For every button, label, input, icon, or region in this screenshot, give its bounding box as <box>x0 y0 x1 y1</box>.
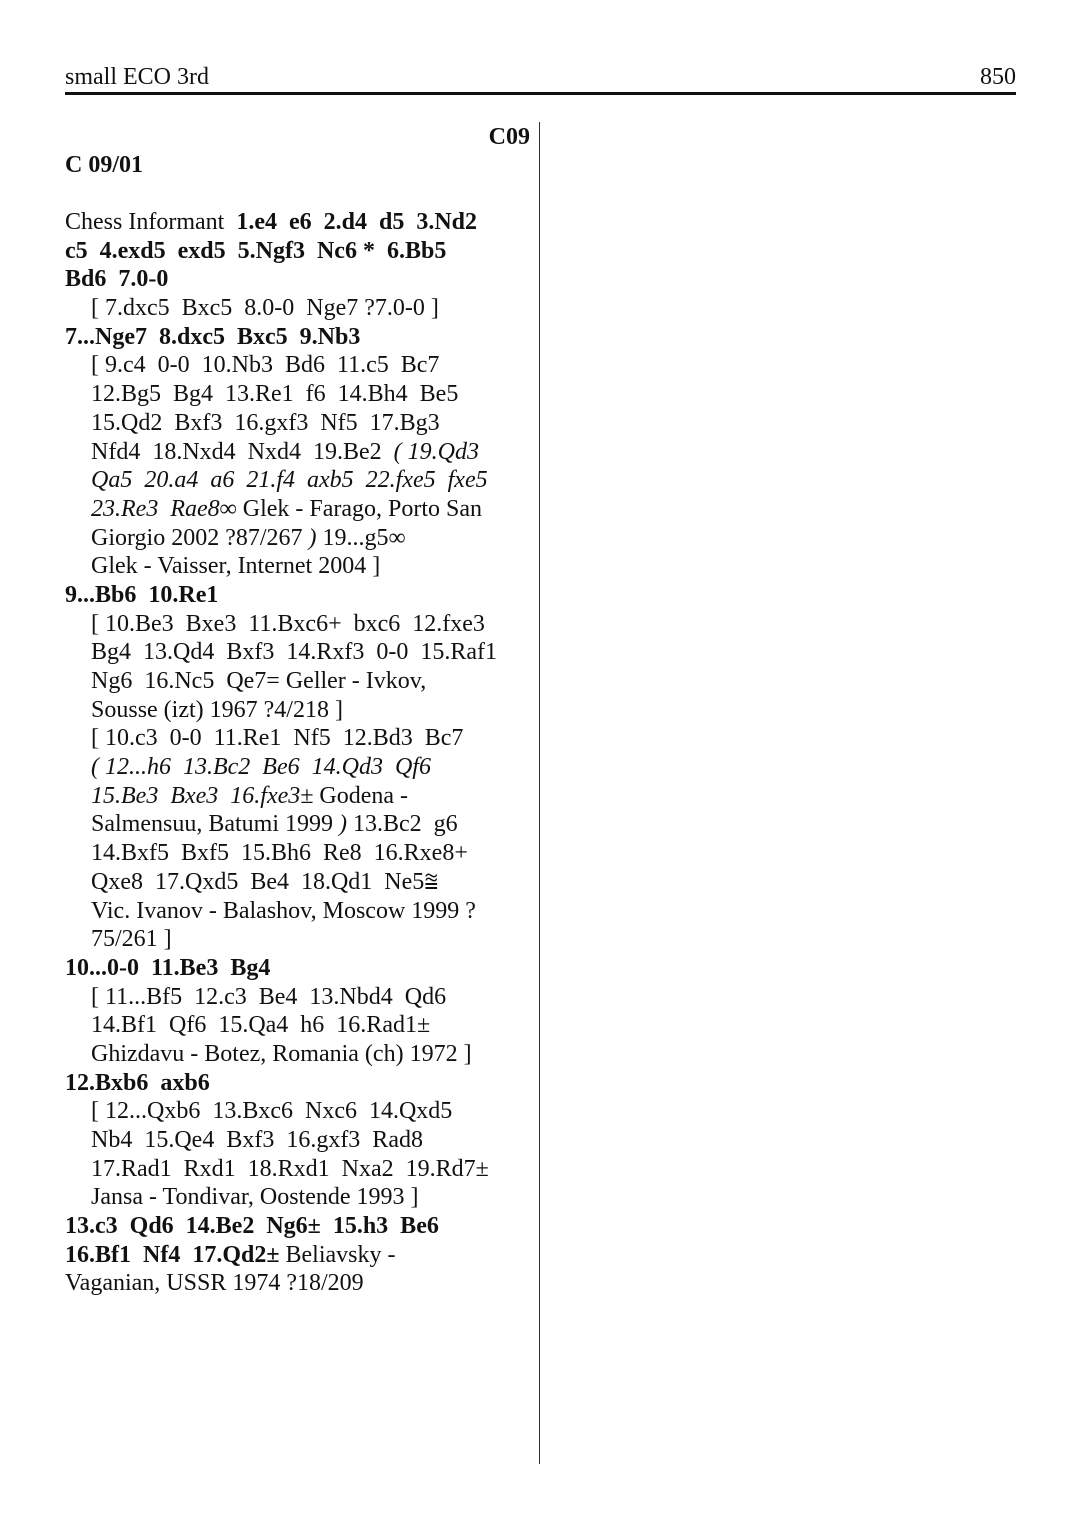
variation-line <box>65 810 535 839</box>
annotation-text: 15.Qd2 Bxf3 16.gxf3 Nf5 17.Bg3 <box>91 409 440 436</box>
move-text-bold: 13.c3 Qd6 14.Be2 Ng6± 15.h3 Be6 <box>65 1213 439 1240</box>
main-line <box>65 323 535 352</box>
variation-line <box>65 839 535 868</box>
move-text-italic: ) <box>308 524 317 551</box>
main-line <box>65 1241 535 1270</box>
annotation-text: Sousse (izt) 1967 ?4/218 ] <box>91 696 343 723</box>
move-text-italic: ( 12...h6 13.Bc2 Be6 14.Qd3 Qf6 <box>91 754 431 781</box>
page-header <box>65 62 1016 92</box>
annotation-text: Glek - Vaisser, Internet 2004 ] <box>91 553 381 580</box>
annotation-text: Bg4 13.Qd4 Bxf3 14.Rxf3 0-0 15.Raf1 <box>91 639 497 666</box>
variation-line <box>65 495 535 524</box>
move-text-bold: 16.Bf1 Nf4 17.Qd2± <box>65 1241 280 1268</box>
variation-line <box>65 466 535 495</box>
annotation-text: Glek - Farago, Porto San <box>236 495 483 522</box>
move-text-bold: 9...Bb6 10.Re1 <box>65 581 219 608</box>
variation-line <box>65 1097 535 1126</box>
annotation-text: Salmensuu, Batumi 1999 <box>91 811 339 838</box>
move-text-bold: 1.e4 e6 2.d4 d5 3.Nd2 <box>236 209 477 235</box>
variation-line <box>65 782 535 811</box>
annotation-text: Nb4 15.Qe4 Bxf3 16.gxf3 Rad8 <box>91 1127 423 1153</box>
variation-line <box>65 351 535 380</box>
move-text-bold: 7...Nge7 8.dxc5 Bxc5 9.Nb3 <box>65 323 361 350</box>
annotation-text: 19...g5∞ <box>316 524 406 551</box>
variation-line <box>65 438 535 467</box>
annotation-text: [ 7.dxc5 Bxc5 8.0-0 Nge7 ?7.0-0 ] <box>91 295 439 322</box>
annotation-text: Chess Informant <box>65 209 237 235</box>
variation-line <box>65 1011 535 1040</box>
annotation-text: Vaganian, USSR 1974 ?18/209 <box>65 1270 364 1297</box>
move-text-bold: 10...0-0 11.Be3 Bg4 <box>65 954 271 981</box>
variation-line <box>65 1183 535 1212</box>
main-line <box>65 237 535 266</box>
annotation-text: Qxe8 17.Qxd5 Be4 18.Qd1 Ne5⩰ <box>91 868 439 895</box>
variation-line <box>65 638 535 667</box>
annotation-text: [ 10.c3 0-0 11.Re1 Nf5 12.Bd3 Bc7 <box>91 725 464 752</box>
annotation-text: Giorgio 2002 ?87/267 <box>91 524 309 551</box>
move-text-italic: ) <box>339 811 347 838</box>
annotation-text: [ 9.c4 0-0 10.Nb3 Bd6 11.c5 Bc7 <box>91 352 440 379</box>
move-text-italic: 23.Re3 Rae8∞ <box>91 495 237 522</box>
move-text-italic: ( 19.Qd3 <box>393 438 479 465</box>
annotation-text: [ 10.Be3 Bxe3 11.Bxc6+ bxc6 12.fxe3 <box>91 610 485 637</box>
header-rule <box>65 92 1016 95</box>
variation-line <box>65 610 535 639</box>
variation-line <box>65 753 535 782</box>
variation-line <box>65 983 535 1012</box>
variation-line <box>65 696 535 725</box>
annotation-text: Nfd4 18.Nxd4 Nxd4 19.Be2 <box>91 438 394 465</box>
variation-line <box>65 667 535 696</box>
game-annotation-text <box>65 208 535 1298</box>
move-text-bold: 12.Bxb6 axb6 <box>65 1069 210 1096</box>
move-text-bold: c5 4.exd5 exd5 5.Ngf3 Nc6 * 6.Bb5 <box>65 237 447 264</box>
annotation-text: Beliavsky - <box>279 1241 396 1268</box>
variation-line <box>65 1155 535 1184</box>
annotation-text: 13.Bc2 g6 <box>347 811 458 838</box>
move-text-italic: Qa5 20.a4 a6 21.f4 axb5 22.fxe5 fxe5 <box>91 467 488 494</box>
annotation-text: Ghizdavu - Botez, Romania (ch) 1972 ] <box>91 1040 472 1067</box>
column-divider <box>539 122 540 1464</box>
variation-line <box>65 380 535 409</box>
main-line <box>65 581 535 610</box>
main-line <box>65 208 535 237</box>
main-line <box>65 1069 535 1098</box>
page-number: 850 <box>980 64 1016 90</box>
annotation-text: 14.Bxf5 Bxf5 15.Bh6 Re8 16.Rxe8+ <box>91 840 468 867</box>
variation-line <box>65 925 535 954</box>
eco-code: C09 <box>488 124 530 150</box>
main-line <box>65 1269 535 1298</box>
variation-line <box>65 897 535 926</box>
annotation-text: [ 12...Qxb6 13.Bxc6 Nxc6 14.Qxd5 <box>91 1098 453 1125</box>
annotation-text: 75/261 ] <box>91 926 172 953</box>
annotation-text: 17.Rad1 Rxd1 18.Rxd1 Nxa2 19.Rd7± <box>91 1155 489 1182</box>
variation-line <box>65 409 535 438</box>
move-text-italic: 15.Be3 Bxe3 16.fxe3± <box>91 782 314 809</box>
variation-line <box>65 552 535 581</box>
annotation-text: 12.Bg5 Bg4 13.Re1 f6 14.Bh4 Be5 <box>91 381 459 408</box>
book-title: small ECO 3rd <box>65 64 209 90</box>
annotation-text: Vic. Ivanov - Balashov, Moscow 1999 ? <box>91 897 476 924</box>
annotation-text: [ 11...Bf5 12.c3 Be4 13.Nbd4 Qd6 <box>91 983 447 1010</box>
variation-line <box>65 524 535 553</box>
variation-line <box>65 294 535 323</box>
move-text-bold: Bd6 7.0-0 <box>65 266 169 293</box>
main-line <box>65 265 535 294</box>
variation-line <box>65 868 535 897</box>
annotation-text: Ng6 16.Nc5 Qe7= Geller - Ivkov, <box>91 668 427 694</box>
variation-line <box>65 724 535 753</box>
eco-subcode: C 09/01 <box>65 152 143 178</box>
main-line <box>65 1212 535 1241</box>
main-line <box>65 954 535 983</box>
variation-line <box>65 1126 535 1155</box>
annotation-text: Godena - <box>313 782 409 809</box>
annotation-text: Jansa - Tondivar, Oostende 1993 ] <box>91 1184 419 1211</box>
annotation-text: 14.Bf1 Qf6 15.Qa4 h6 16.Rad1± <box>91 1012 431 1039</box>
variation-line <box>65 1040 535 1069</box>
